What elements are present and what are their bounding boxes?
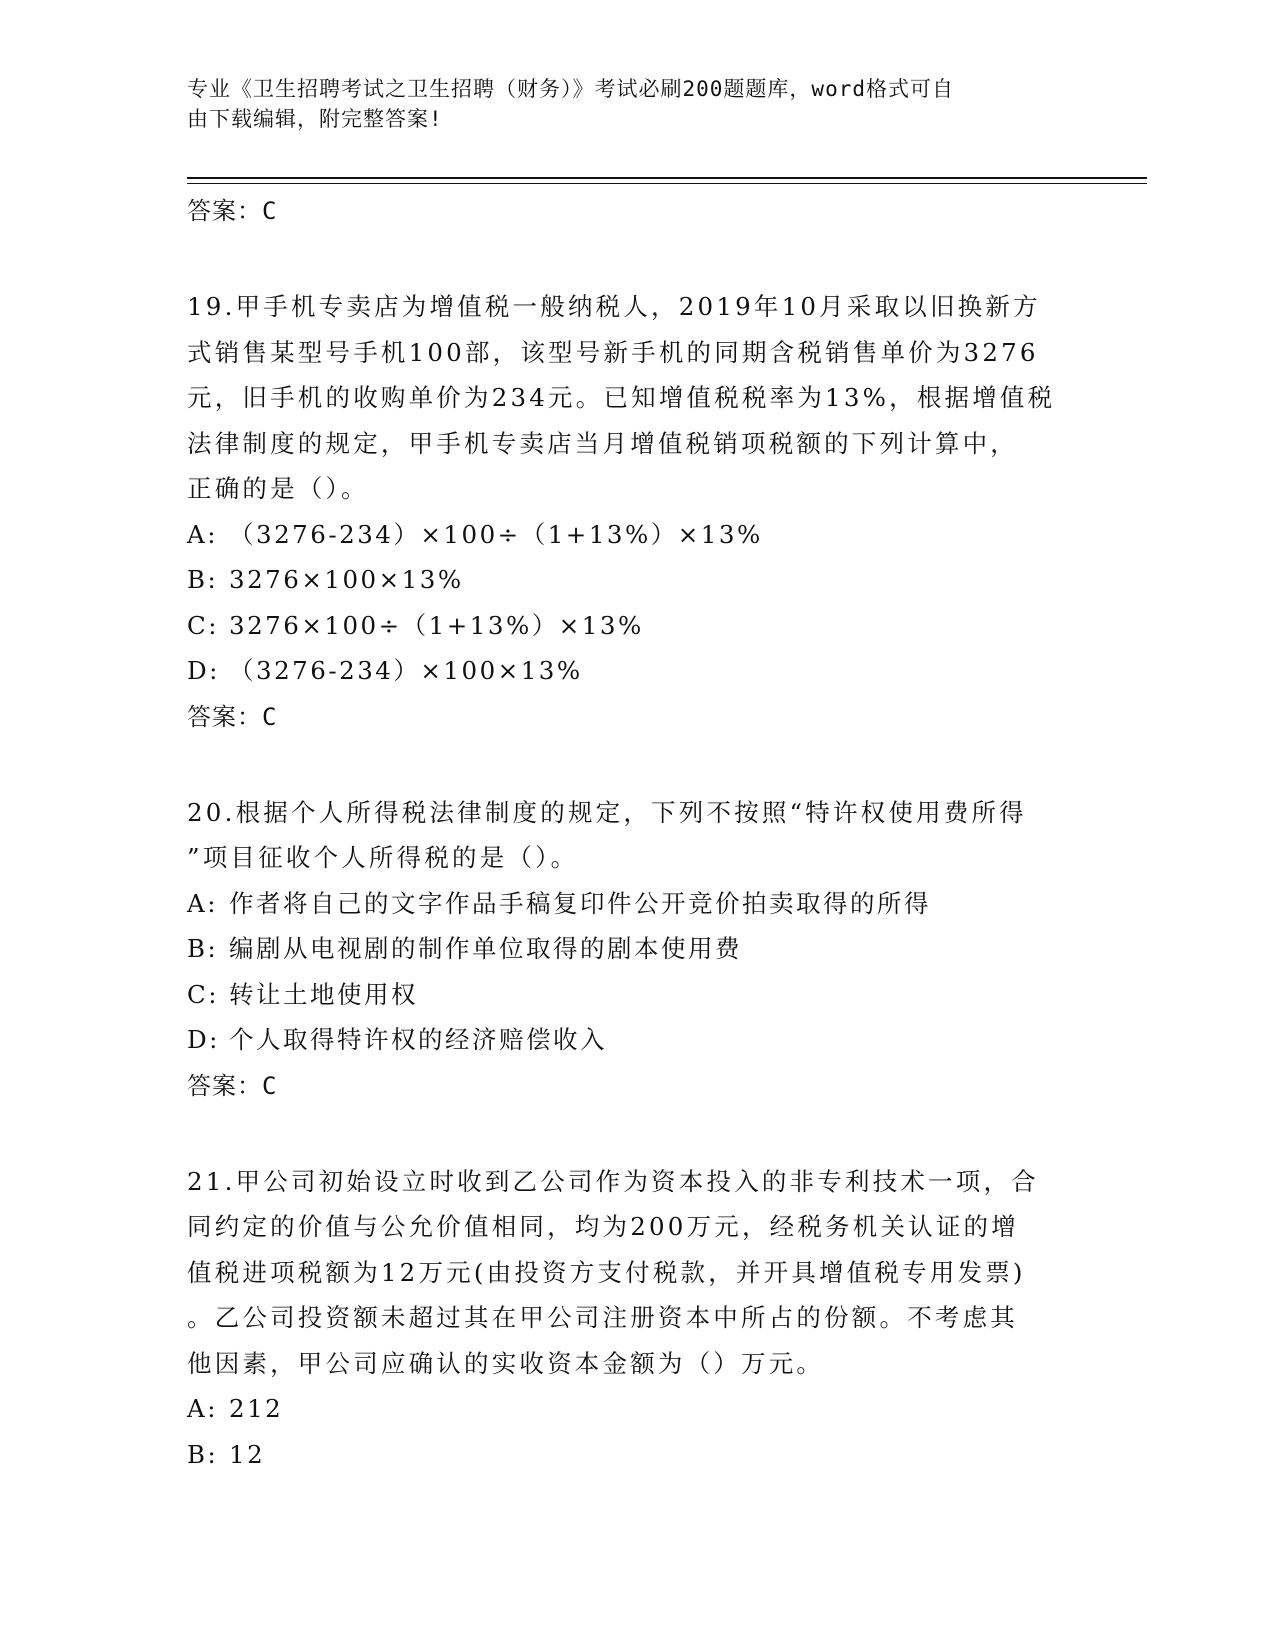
answer-line: 答案：C: [187, 1071, 278, 1100]
option-c: [187, 972, 1087, 1018]
question-stem: [187, 1159, 1067, 1387]
option-text: 3276×100×13%: [229, 565, 464, 594]
stem-line: 式销售某型号手机100部，该型号新手机的同期含税销售单价为3276: [187, 337, 1039, 367]
option-text: 编剧从电视剧的制作单位取得的剧本使用费: [229, 934, 742, 963]
option-letter: B:: [187, 1439, 219, 1469]
option-b: [187, 926, 1087, 972]
stem-line: 20.根据个人所得税法律制度的规定，下列不按照“特许权使用费所得: [187, 797, 1027, 827]
stem-line: 19.甲手机专卖店为增值税一般纳税人，2019年10月采取以旧换新方: [187, 292, 1041, 321]
stem-line: 21.甲公司初始设立时收到乙公司作为资本投入的非专利技术一项，合: [187, 1166, 1039, 1196]
question-stem: [187, 790, 1067, 881]
stem-line: ”项目征收个人所得税的是（）。: [187, 843, 579, 872]
option-text: （3276-234）×100÷（1+13%）×13%: [229, 519, 763, 549]
option-a: [187, 512, 1087, 558]
option-text: 作者将自己的文字作品手稿复印件公开竞价拍卖取得的所得: [229, 888, 931, 918]
stem-line: 元，旧手机的收购单价为234元。已知增值税税率为13%，根据增值税: [187, 383, 1056, 412]
option-letter: A:: [187, 1394, 218, 1423]
option-text: （3276-234）×100×13%: [229, 656, 583, 685]
option-b: [187, 1432, 1087, 1478]
option-a: [187, 1386, 1087, 1432]
stem-line: 同约定的价值与公允价值相同，均为200万元，经税务机关认证的增: [187, 1212, 1019, 1241]
question-block: [187, 1159, 1087, 1478]
stem-line: 。乙公司投资额未超过其在甲公司注册资本中所占的份额。不考虑其: [187, 1303, 1018, 1332]
spacer: [187, 234, 1087, 284]
stem-line: 正确的是（）。: [187, 474, 369, 503]
option-letter: B:: [187, 565, 219, 594]
option-letter: D:: [187, 656, 220, 685]
option-text: 212: [229, 1394, 284, 1423]
option-d: [187, 648, 1087, 694]
stem-line: 值税进项税额为12万元(由投资方支付税款，并开具增值税专用发票): [187, 1257, 1026, 1287]
header-line-2: 由下载编辑，附完整答案!: [187, 107, 443, 131]
stem-line: 法律制度的规定，甲手机专卖店当月增值税销项税额的下列计算中，: [187, 428, 1018, 458]
answer-line: 答案：C: [187, 702, 278, 731]
spacer: [187, 740, 1087, 790]
spacer: [187, 1109, 1087, 1159]
page-header: [187, 74, 1067, 134]
header-line-1: 专业《卫生招聘考试之卫生招聘（财务）》考试必刷200题题库，word格式可自: [187, 77, 954, 101]
option-text: 3276×100÷（1+13%）×13%: [229, 610, 644, 640]
option-c: [187, 603, 1087, 649]
option-a: [187, 881, 1087, 927]
question-block: [187, 790, 1087, 1109]
document-body: [187, 188, 1087, 1477]
option-text: 个人取得特许权的经济赔偿收入: [229, 1025, 607, 1054]
option-letter: C:: [187, 979, 220, 1009]
option-letter: B:: [187, 934, 219, 963]
option-d: [187, 1017, 1087, 1063]
header-rule-thick: [187, 177, 1147, 179]
option-letter: C:: [187, 610, 220, 640]
option-text: 转让土地使用权: [229, 979, 418, 1009]
question-block: [187, 284, 1087, 740]
option-letter: D:: [187, 1025, 220, 1054]
option-text: 12: [229, 1439, 266, 1469]
header-rule-thin: [187, 183, 1147, 184]
option-letter: A:: [187, 519, 218, 549]
option-letter: A:: [187, 888, 218, 918]
stem-line: 他因素，甲公司应确认的实收资本金额为（）万元。: [187, 1348, 825, 1378]
answer-line: 答案：C: [187, 197, 278, 225]
question-stem: [187, 284, 1067, 512]
option-b: [187, 557, 1087, 603]
